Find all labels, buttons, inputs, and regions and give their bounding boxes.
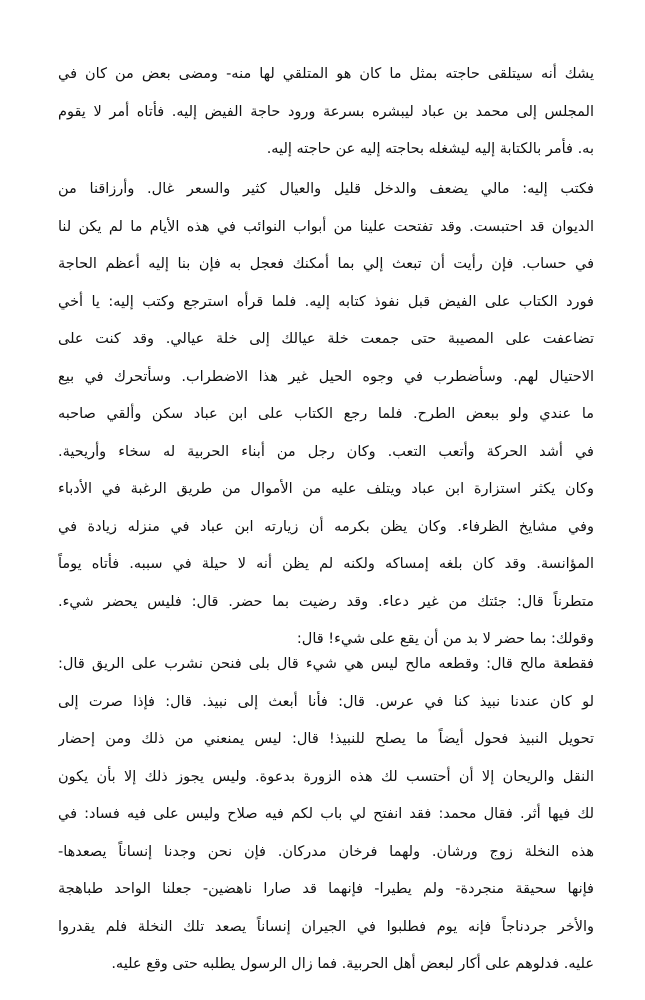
text-line: عليه. فدلوهم على أكار لبعض أهل الحربية. فما زال الرسول يطلبه حتى وقع عليه. xyxy=(111,956,594,972)
text-line: في حساب. فإن رأيت أن تبعث إلي بما أمكنك فعجل به فإن بنا إليه أعظم الحاجة xyxy=(58,256,594,272)
paragraph-1 xyxy=(58,56,594,169)
text-line: وكان يكثر استزارة ابن عباد ويتلف عليه من الأموال من طريق الرغبة في الأدباء xyxy=(58,481,594,497)
text-line: ما عندي ولو ببعض الطرح. فلما رجع الكتاب على ابن عباد سكن وألقي صاحبه xyxy=(58,406,594,422)
text-line: فكتب إليه: مالي يضعف والدخل قليل والعيال كثير والسعر غال. وأرزاقنا من xyxy=(58,181,594,197)
text-line: هذه النخلة زوج ورشان. ولهما فرخان مدركان. فإن نحن وجدنا إنساناً يصعدها- xyxy=(58,843,594,860)
text-line: تحويل النبيذ فحول أيضاً ما يصلح للنبيذ! قال: ليس يمنعني من ذلك ومن إحضار xyxy=(58,731,594,747)
paragraph-2 xyxy=(58,171,594,659)
text-line: فإنها سحيقة منجردة- ولم يطيرا- فإنهما قد صارا ناهضين- جعلنا الواحد طباهجة xyxy=(58,881,594,897)
text-line: لو كان عندنا نبيذ كنا في عرس. قال: فأنا أبعث إلى نبيذ. قال: فإذا صرت إلى xyxy=(58,693,594,710)
text-line: الديوان قد احتبست. وقد تفتحت علينا من أبواب النوائب في هذه الأيام ما لم يكن لنا xyxy=(58,218,594,235)
text-line: والأخر جردناجاً فإنه يوم فطلبوا في الجيران إنساناً يصعد تلك النخلة فلم يقدروا xyxy=(58,918,594,935)
text-line: المجلس إلى محمد بن عباد ليبشره بسرعة ورود حاجة الفيض إليه. فأتاه أمر لا يقوم xyxy=(58,103,594,120)
text-line: متطرناً قال: جئتك من غير دعاء. وقد رضيت بما حضر. قال: فليس يحضر شيء. xyxy=(58,593,594,610)
text-line: فقطعة مالح قال: وقطعه مالح ليس هي شيء قال بلى فنحن نشرب على الريق قال: xyxy=(58,656,594,672)
text-line: تضاعفت على المصيبة حتى جمعت خلة عيالك إلى خلة عيالي. وقد كنت على xyxy=(58,331,594,347)
text-line: الاحتيال لهم. وسأضطرب في وجوه الحيل غير هذا الاضطراب. وسأتحرك في بيع xyxy=(58,368,594,385)
text-line: وفي مشايخ الظرفاء. وكان يظن بكرمه أن زيارته ابن عباد في منزله زيادة في xyxy=(58,518,594,535)
text-line: به. فأمر بالكتابة إليه ليشغله بحاجته إليه عن حاجته إليه. xyxy=(266,141,594,157)
paragraph-3 xyxy=(58,646,594,984)
text-line: لك فيها أثر. فقال محمد: فقد انفتح لي باب لكم فيه صلاح وليس على فيه فساد: في xyxy=(58,806,594,822)
text-line: المؤانسة. وقد كان بلغه إمساكه ولكنه لم يظن أنه لا حيلة في سببه. فأتاه يوماً xyxy=(58,556,594,572)
text-line: النقل والريحان إلا أن أحتسب لك هذه الزورة بدعوة. وليس يجوز ذلك إلا بأن يكون xyxy=(58,768,594,785)
text-line: في أشد الحركة وأتعب التعب. وكان رجل من أبناء الحربية له سخاء وأريحية. xyxy=(58,443,594,460)
text-line: وقولك: بما حضر لا بد من أن يقع على شيء! قال: xyxy=(296,631,594,647)
text-line: يشك أنه سيتلقى حاجته بمثل ما كان هو المتلقي لها منه- ومضى بعض من كان في xyxy=(58,66,594,82)
text-line: فورد الكتاب على الفيض قبل نفوذ كتابه إليه. فلما قرأه استرجع وكتب إليه: يا أخي xyxy=(58,293,594,310)
